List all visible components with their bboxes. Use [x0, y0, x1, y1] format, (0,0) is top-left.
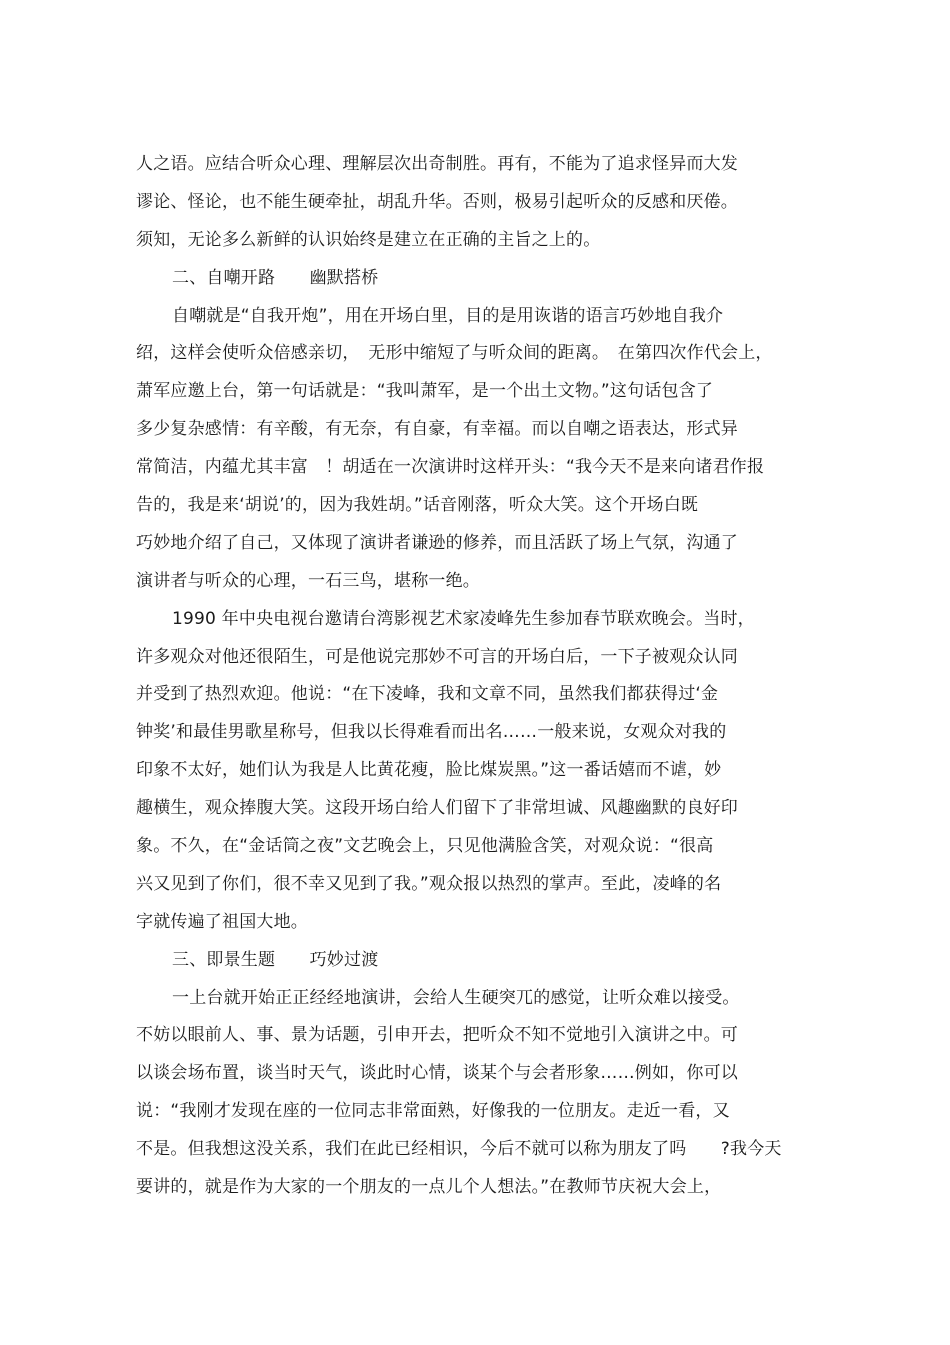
- text-line: 许多观众对他还很陌生，可是他说完那妙不可言的开场白后，一下子被观众认同: [136, 646, 738, 667]
- text-line: 人之语。应结合听众心理、理解层次出奇制胜。再有，不能为了追求怪异而大发: [136, 154, 738, 174]
- text-line: 绍，这样会使听众倍感亲切， 无形中缩短了与听众间的距离。 在第四次作代会上，: [136, 343, 773, 364]
- text-line: 萧军应邀上台，第一句话就是：“我叫萧军，是一个出土文物。”这句话包含了: [136, 381, 714, 402]
- text-line: 自嘲就是“自我开炮”，用在开场白里，目的是用诙谐的语言巧妙地自我介: [172, 305, 724, 326]
- text-line: 要讲的，就是作为大家的一个朋友的一点儿个人想法。”在教师节庆祝大会上，: [136, 1177, 722, 1198]
- text-line: 演讲者与听众的心理，一石三鸟，堪称一绝。: [136, 570, 480, 591]
- text-line: 巧妙地介绍了自己，又体现了演讲者谦逊的修养，而且活跃了场上气氛，沟通了: [136, 532, 738, 553]
- text-line: 二、自嘲开路 幽默搭桥: [172, 267, 379, 288]
- document-body: [136, 146, 836, 1207]
- text-line: 兴又见到了你们，很不幸又见到了我。”观众报以热烈的掌声。至此，凌峰的名: [136, 873, 722, 894]
- text-line: 三、即景生题 巧妙过渡: [172, 949, 379, 970]
- text-line: 并受到了热烈欢迎。他说：“在下凌峰，我和文章不同，虽然我们都获得过‘金: [136, 684, 719, 705]
- text-line: 常简洁，内蕴尤其丰富 ！胡适在一次演讲时这样开头：“我今天不是来向诸君作报: [136, 457, 765, 478]
- text-line: 以谈会场布置，谈当时天气，谈此时心情，谈某个与会者形象……例如，你可以: [136, 1063, 738, 1084]
- text-line: 谬论、怪论，也不能生硬牵扯，胡乱升华。否则，极易引起听众的反感和厌倦。: [136, 191, 738, 212]
- text-line: 不妨以眼前人、事、景为话题，引申开去，把听众不知不觉地引入演讲之中。可: [136, 1025, 738, 1046]
- text-line: 须知，无论多么新鲜的认识始终是建立在正确的主旨之上的。: [136, 229, 601, 250]
- text-line: 不是。但我想这没关系，我们在此已经相识，今后不就可以称为朋友了吗 ?我今天: [136, 1139, 782, 1160]
- text-line: 说：“我刚才发现在座的一位同志非常面熟，好像我的一位朋友。走近一看，又: [136, 1101, 730, 1122]
- text-line: 告的，我是来‘胡说’的，因为我姓胡。”话音刚落，听众大笑。这个开场白既: [136, 495, 699, 516]
- text-line: 钟奖’和最佳男歌星称号，但我以长得难看而出名……一般来说，女观众对我的: [136, 722, 727, 743]
- text-line: 一上台就开始正正经经地演讲，会给人生硬突兀的感觉，让听众难以接受。: [172, 987, 740, 1008]
- text-line: 字就传遍了祖国大地。: [136, 911, 308, 932]
- text-line: 多少复杂感情：有辛酸，有无奈，有自豪，有幸福。而以自嘲之语表达，形式异: [136, 419, 738, 440]
- text-line: 象。不久，在“金话筒之夜”文艺晚会上，只见他满脸含笑，对观众说：“很高: [136, 836, 714, 857]
- text-line: 趣横生，观众捧腹大笑。这段开场白给人们留下了非常坦诚、风趣幽默的良好印: [136, 798, 738, 819]
- text-line: 1990 年中央电视台邀请台湾影视艺术家凌峰先生参加春节联欢晚会。当时，: [172, 608, 755, 629]
- text-line: 印象不太好，她们认为我是人比黄花瘦，脸比煤炭黑。”这一番话嬉而不谑，妙: [136, 760, 722, 781]
